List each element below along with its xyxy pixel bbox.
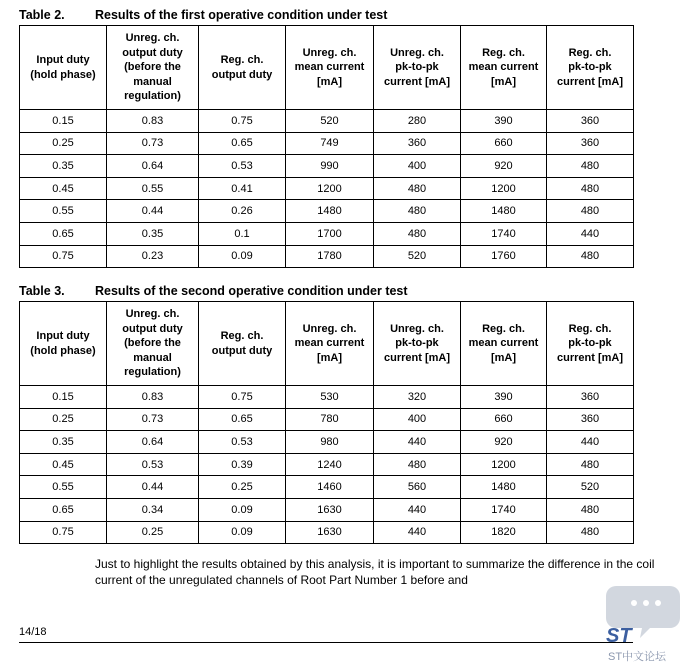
table-cell: 0.25 [199,476,286,499]
table-cell: 480 [547,245,634,268]
table-cell: 0.35 [107,222,199,245]
table-cell: 920 [461,155,547,178]
table-cell: 0.23 [107,245,199,268]
table-cell: 0.45 [20,453,107,476]
table-cell: 1480 [286,200,374,223]
table-cell: 360 [547,132,634,155]
watermark-caption: ST中文论坛 [608,651,667,663]
table-cell: 780 [286,408,374,431]
table-cell: 480 [374,177,461,200]
table-cell: 0.83 [107,110,199,133]
table-cell: 480 [547,498,634,521]
table-row [20,245,634,268]
table-row [20,521,634,544]
table-cell: 0.55 [20,476,107,499]
table-cell: 0.25 [20,408,107,431]
table-cell: 0.55 [20,200,107,223]
column-header: Unreg. ch. mean current [mA] [286,26,374,110]
table-cell: 320 [374,386,461,409]
table-cell: 0.09 [199,521,286,544]
table-cell: 0.55 [107,177,199,200]
table-cell: 360 [547,110,634,133]
table-cell: 1780 [286,245,374,268]
table-row [20,431,634,454]
table-cell: 0.53 [199,155,286,178]
table-title: Results of the second operative condition under test [95,284,408,298]
table-row [20,132,634,155]
footer-divider [19,642,633,643]
table-row [20,177,634,200]
table-cell: 0.44 [107,476,199,499]
table-cell: 0.34 [107,498,199,521]
table-cell: 1200 [461,453,547,476]
table-cell: 0.15 [20,110,107,133]
table-title: Results of the first operative condition under test [95,8,388,22]
table-cell: 440 [547,431,634,454]
table-cell: 660 [461,132,547,155]
table-cell: 360 [547,408,634,431]
column-header: Reg. ch. output duty [199,302,286,386]
table-cell: 1200 [286,177,374,200]
table-cell: 0.35 [20,431,107,454]
table-cell: 480 [374,200,461,223]
table-cell: 0.39 [199,453,286,476]
table-row [20,408,634,431]
table-row [20,155,634,178]
table-cell: 480 [547,200,634,223]
table-row [20,498,634,521]
table-number: Table 2. [19,8,65,22]
table-cell: 1700 [286,222,374,245]
forum-watermark [600,578,688,670]
table-cell: 400 [374,155,461,178]
results-table-second-condition [19,301,634,544]
table-cell: 1630 [286,521,374,544]
table-cell: 0.64 [107,155,199,178]
table-row [20,200,634,223]
table-row [20,386,634,409]
table-cell: 0.75 [199,386,286,409]
table-row [20,453,634,476]
table-cell: 480 [547,177,634,200]
column-header: Input duty (hold phase) [20,302,107,386]
table-number: Table 3. [19,284,65,298]
table-caption-2 [19,284,408,298]
column-header: Unreg. ch. output duty (before the manual regulation) [107,302,199,386]
table-cell: 0.26 [199,200,286,223]
table-cell: 0.44 [107,200,199,223]
column-header: Reg. ch. mean current [mA] [461,302,547,386]
table-cell: 1460 [286,476,374,499]
table-cell: 480 [547,453,634,476]
table-cell: 0.65 [20,222,107,245]
table-cell: 1200 [461,177,547,200]
column-header: Reg. ch. output duty [199,26,286,110]
table-cell: 980 [286,431,374,454]
table-cell: 390 [461,386,547,409]
table-header-row [20,302,634,386]
table-cell: 0.1 [199,222,286,245]
table-cell: 1740 [461,498,547,521]
table-row [20,222,634,245]
table-cell: 530 [286,386,374,409]
table-cell: 0.25 [107,521,199,544]
table-cell: 0.73 [107,132,199,155]
table-body [20,110,634,268]
table-cell: 1480 [461,476,547,499]
table-cell: 0.65 [199,132,286,155]
column-header: Unreg. ch. mean current [mA] [286,302,374,386]
table-cell: 749 [286,132,374,155]
table-cell: 1480 [461,200,547,223]
column-header: Unreg. ch. pk-to-pk current [mA] [374,26,461,110]
table-cell: 0.35 [20,155,107,178]
table-body [20,386,634,544]
table-cell: 440 [374,521,461,544]
column-header: Unreg. ch. pk-to-pk current [mA] [374,302,461,386]
table-cell: 520 [286,110,374,133]
table-cell: 0.41 [199,177,286,200]
table-cell: 480 [374,453,461,476]
table-cell: 520 [547,476,634,499]
column-header: Reg. ch. pk-to-pk current [mA] [547,302,634,386]
table-cell: 0.53 [199,431,286,454]
page-number: 14/18 [19,626,47,638]
table-cell: 480 [547,521,634,544]
table-cell: 0.75 [20,245,107,268]
table-row [20,110,634,133]
table-cell: 920 [461,431,547,454]
column-header: Reg. ch. pk-to-pk current [mA] [547,26,634,110]
table-cell: 360 [547,386,634,409]
table-cell: 440 [374,498,461,521]
table-cell: 440 [374,431,461,454]
table-cell: 0.64 [107,431,199,454]
table-cell: 1240 [286,453,374,476]
table-cell: 520 [374,245,461,268]
table-cell: 1760 [461,245,547,268]
table-cell: 0.45 [20,177,107,200]
table-cell: 0.65 [199,408,286,431]
table-cell: 0.53 [107,453,199,476]
table-cell: 480 [374,222,461,245]
table-cell: 0.65 [20,498,107,521]
results-table-first-condition [19,25,634,268]
table-cell: 0.83 [107,386,199,409]
table-cell: 390 [461,110,547,133]
table-cell: 0.09 [199,498,286,521]
table-cell: 440 [547,222,634,245]
table-cell: 660 [461,408,547,431]
table-cell: 280 [374,110,461,133]
table-cell: 0.25 [20,132,107,155]
table-cell: 1740 [461,222,547,245]
table-cell: 560 [374,476,461,499]
table-cell: 480 [547,155,634,178]
table-cell: 400 [374,408,461,431]
table-caption-1 [19,8,387,22]
table-cell: 0.73 [107,408,199,431]
st-logo-icon [600,578,688,648]
table-row [20,476,634,499]
table-cell: 0.15 [20,386,107,409]
table-cell: 360 [374,132,461,155]
body-paragraph: Just to highlight the results obtained by this analysis, it is important to summarize the difference in the coil current of the unregulated channels of Root Part Number 1 before and [95,557,655,587]
table-cell: 990 [286,155,374,178]
column-header: Input duty (hold phase) [20,26,107,110]
table-cell: 1630 [286,498,374,521]
column-header: Unreg. ch. output duty (before the manual regulation) [107,26,199,110]
st-logo-text: ST [606,625,632,647]
table-cell: 1820 [461,521,547,544]
column-header: Reg. ch. mean current [mA] [461,26,547,110]
table-cell: 0.75 [199,110,286,133]
table-cell: 0.09 [199,245,286,268]
table-cell: 0.75 [20,521,107,544]
table-header-row [20,26,634,110]
